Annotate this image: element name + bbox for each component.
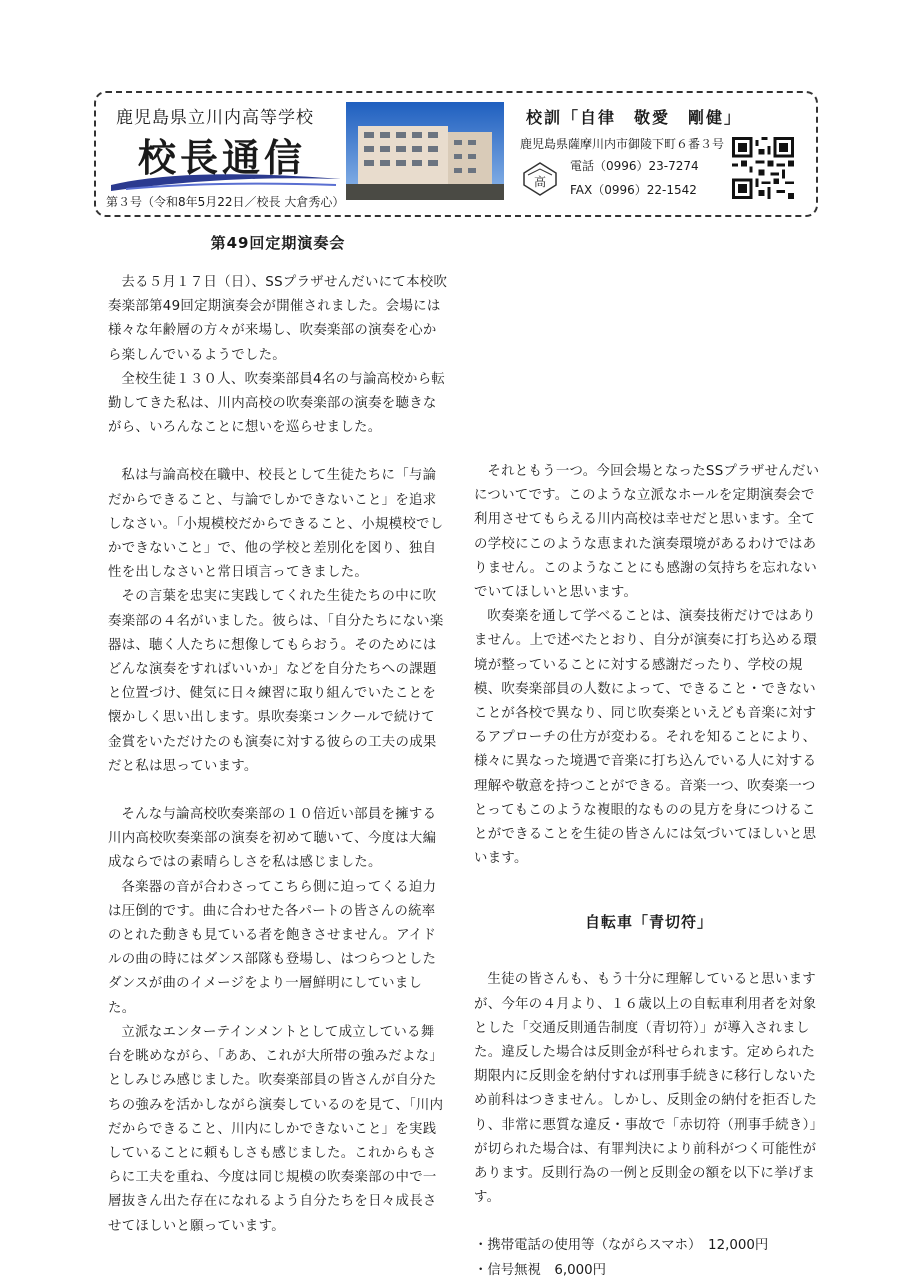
school-name: 鹿児島県立川内高等学校 [116,108,314,128]
school-emblem-icon [520,159,560,199]
section-heading-bicycle: 自転車「青切符」 [584,913,713,932]
paragraph: 吹奏楽を通して学べることは、演奏技術だけではありません。上で述べたとおり、自分が演奏に打ち込める環境が整っていることに対する感謝だったり、学校の規模、吹奏楽部員の人数によって、できること・できないことが各校で異なり、同じ吹奏楽といえども音楽に対するアプローチの仕方が変わる。それを知ることにより、様々に異なった境遇で音楽に打ち込んでいる人に対する理解や敬意を持つことができる。音楽一つ、吹奏楽一つとってもこのような複眼的なものの見方を身につけることができることを生徒の皆さんには気づいてほしいと思います。 [474,609,818,867]
list-item: ・信号無視 6,000円 [474,1262,607,1278]
school-motto: 校訓「自律 敬愛 剛健」 [526,108,743,127]
telephone-number: 電話（0996）23-7274 [570,159,699,173]
newsletter-title: 校長通信 [138,135,307,180]
list-item: ・携帯電話の使用等（ながらスマホ） 12,000円 [474,1238,769,1254]
qr-code-icon[interactable] [732,137,794,199]
paragraph: 生徒の皆さんも、もう十分に理解していると思いますが、今年の４月より、１６歳以上の自転車利用者を対象とした「交通反則通告制度（青切符）」が導入されました。違反した場合は反則金が科せられます。定められた期限内に反則金を納付すれば刑事手続きに移行しないため前科はつきません。しかし、反則金の納付を拒否したり、非常に悪質な違反・事故で「赤切符（刑事手続き）」が切られた場合は、有罪判決により前科がつく可能性があります。反則行為の一例と反則金の額を以下に挙げます。 [474,972,824,1206]
paragraph: その言葉を忠実に実践してくれた生徒たちの中に吹奏楽部の４名がいました。彼らは、「自分たちにない楽器は、聴く人たちに想像してもらおう。そのためにはどんな演奏をすればいいか」などを自分たちへの課題と位置づけ、健気に日々練習に取り組んでいたことを懐かしく思い出します。県吹奏楽コンクールで続けて金賞をいただけたのも演奏に対する彼らの工夫の成果だと私は思っています。 [108,589,444,774]
issue-info: 第３号（令和8年5月22日／校長 大倉秀心） [106,195,345,209]
paragraph: 全校生徒１３０人、吹奏楽部員4名の与論高校から転勤してきた私は、川内高校の吹奏楽部の演奏を聴きながら、いろんなことに想いを巡らせました。 [108,371,446,436]
paragraph: 立派なエンターテインメントとして成立している舞台を眺めながら、「ああ、これが大所帯の強みだよな」としみじみ感じました。吹奏楽部員の皆さんが自分たちの強みを活かしながら演奏しているのを見て、「川内だからできること、川内にしかできないこと」を実践していることに頼もしさも感じました。これからもさらに工夫を重ね、今度は同じ規模の吹奏楽部の中で一層抜きん出た存在になれるよう自分たちを日々成長させてほしいと願っています。 [108,1024,444,1234]
paragraph: それともう一つ。今回会場となったSSプラザせんだいについてです。このような立派なホールを定期演奏会で利用させてもらえる川内高校は幸せだと思います。全ての学校にこのような恵まれた演奏環境があるわけではありません。このようなことにも感謝の気持ちを忘れないでいてほしいと思います。 [474,464,820,601]
right-column [474,460,824,1283]
school-address: 鹿児島県薩摩川内市御陵下町６番３号 [520,137,725,151]
paragraph: そんな与論高校吹奏楽部の１０倍近い部員を擁する川内高校吹奏楽部の演奏を初めて聴いて、今度は大編成ならではの素晴らしさを私は感じました。 [108,807,437,871]
paragraph: 私は与論高校在職中、校長として生徒たちに「与論だからできること、与論でしかできないこと」を追求しなさい。「小規模校だからできること、小規模校でしかできないこと」で、他の学校と差別化を図り、独自性を出しなさいと常日頃言ってきました。 [108,468,444,581]
paragraph: 去る５月１７日（日）、SSプラザせんだいにて本校吹奏楽部第49回定期演奏会が開催されました。会場には様々な年齢層の方々が来場し、吹奏楽部の演奏を心から楽しんでいるようでした。 [108,275,448,363]
newsletter-header [94,91,818,217]
section-heading-concert: 第49回定期演奏会 [210,234,346,252]
paragraph: 各楽器の音が合わさってこちら側に迫ってくる迫力は圧倒的です。曲に合わせた各パートの皆さんの統率のとれた動きも見ている者を飽きさせません。アイドルの曲の時にはダンス部隊も登場し、はつらつとしたダンスが曲のイメージをより一層鮮明にしていました。 [108,879,437,1016]
school-emblem-char: 高 [533,175,547,189]
left-column [108,232,448,1239]
fax-number: FAX（0996）22-1542 [570,183,697,197]
school-building-photo [346,102,504,200]
